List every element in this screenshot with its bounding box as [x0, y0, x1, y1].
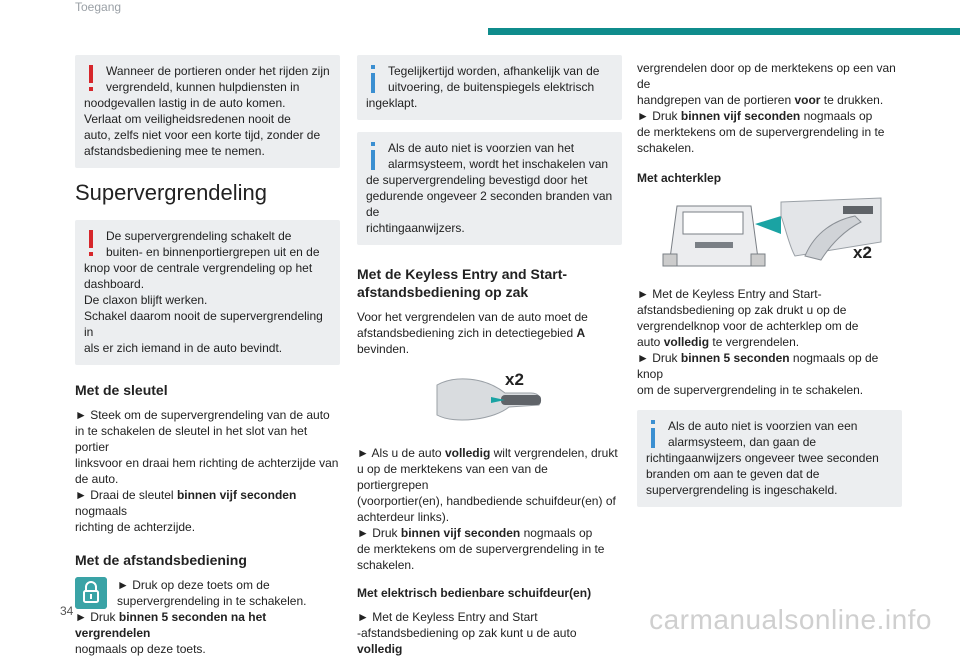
- info-icon: [647, 420, 659, 450]
- subheading-sliding-door: Met elektrisch bedienbare schuifdeur(en): [357, 586, 592, 600]
- text-run: nogmaals op: [520, 526, 593, 540]
- subheading-remote: Met de afstandsbediening: [75, 552, 247, 568]
- x2-label: x2: [852, 243, 872, 262]
- section-header-label: Toegang: [75, 0, 122, 14]
- key-text-line: in te schakelen de sleutel in het slot van het portier: [75, 424, 308, 454]
- text-run: ► Druk: [357, 526, 401, 540]
- info-2-line: de supervergrendeling bevestigd door het: [366, 173, 588, 187]
- page-number: 34: [60, 604, 74, 618]
- info-2-line: Als de auto niet is voorzien van het: [388, 141, 575, 155]
- warning-2-line: als er zich iemand in de auto bevindt.: [84, 341, 283, 355]
- door-handle-press-illustration: [435, 367, 545, 431]
- info-2-line: gedurende ongeveer 2 seconden branden van de: [366, 189, 613, 219]
- keyless-text-line: bevinden.: [357, 342, 410, 356]
- warning-2-line: Schakel daarom nooit de supervergrendeling in: [84, 309, 323, 339]
- text-run: ► Draai de sleutel: [75, 488, 177, 502]
- text-run: nogmaals op de knop: [637, 351, 879, 381]
- keyless-text-line: Voor het vergrendelen van de auto moet de: [357, 310, 588, 324]
- warning-2-line: De claxon blijft werken.: [84, 293, 208, 307]
- section-title: Supervergrendeling: [75, 180, 268, 205]
- key-text-line: richting de achterzijde.: [75, 520, 196, 534]
- info-box-3: [637, 410, 902, 507]
- key-step-2: [75, 487, 340, 519]
- text-run: auto: [637, 335, 664, 349]
- exclamation-icon: [85, 65, 97, 95]
- column-1: [75, 55, 340, 657]
- bold-run: binnen 5 seconden na het vergrendelen: [75, 610, 267, 640]
- info-box-2: [357, 132, 622, 245]
- warning-2-line: De supervergrendeling schakelt de: [106, 229, 292, 243]
- remote-lock-row: [75, 577, 340, 609]
- continued-line: schakelen.: [637, 141, 695, 155]
- warning-1-line: Verlaat om veiligheidsredenen nooit de: [84, 112, 291, 126]
- info-icon: [367, 142, 379, 172]
- warning-1-line: noodgevallen lastig in de auto komen.: [84, 96, 286, 110]
- bold-run: binnen 5 seconden: [680, 351, 790, 365]
- continued-step: [637, 108, 902, 124]
- remote-step-2: [75, 609, 340, 641]
- key-text-line: linksvoor en draai hem richting de achterzijde van: [75, 456, 339, 470]
- warning-1-line: Wanneer de portieren onder het rijden zijn: [106, 64, 330, 78]
- tailgate-illustration: [655, 196, 885, 272]
- warning-2-line: knop voor de centrale vergrendeling op het: [84, 261, 313, 275]
- subheading-key: Met de sleutel: [75, 382, 168, 398]
- tailgate-text-line: vergrendelknop voor de achterklep om de: [637, 319, 859, 333]
- step-2-line: schakelen.: [357, 558, 415, 572]
- warning-box-1: [75, 55, 340, 168]
- info-3-line: richtingaanwijzers ongeveer twee seconden: [646, 451, 879, 465]
- continued-line: de merktekens om de supervergrendeling in te: [637, 125, 885, 139]
- tailgate-step-2: [637, 350, 902, 382]
- text-run: te drukken.: [820, 93, 884, 107]
- bold-run: voor: [794, 93, 821, 107]
- continued-line: [637, 92, 902, 108]
- warning-2-line: dashboard.: [84, 277, 145, 291]
- bold-run: binnen vijf seconden: [176, 488, 297, 502]
- header-accent-bar: [488, 28, 960, 35]
- remote-text-line: nogmaals op deze toets.: [75, 642, 206, 656]
- text-run: nogmaals op: [800, 109, 873, 123]
- info-icon: [367, 65, 379, 95]
- warning-box-2: [75, 220, 340, 365]
- keyless-text-line: [357, 325, 622, 341]
- key-text-line: de auto.: [75, 472, 119, 486]
- x2-label: x2: [504, 370, 524, 389]
- info-1-line: uitvoering, de buitenspiegels elektrisch: [388, 80, 595, 94]
- bold-run: binnen vijf seconden: [400, 526, 521, 540]
- bold-run: volledig: [663, 335, 710, 349]
- text-run: handgrepen van de portieren: [637, 93, 795, 107]
- subheading-keyless: Met de Keyless Entry and Start-afstandsbediening op zak: [357, 266, 568, 300]
- key-text-line: ► Steek om de supervergrendeling van de auto: [75, 408, 330, 422]
- text-run: te vergrendelen.: [709, 335, 800, 349]
- continued-line: vergrendelen door op de merktekens op een van de: [637, 61, 896, 91]
- bold-run: binnen vijf seconden: [680, 109, 801, 123]
- text-run: ► Als u de auto: [357, 446, 445, 460]
- info-3-line: Als de auto niet is voorzien van een: [668, 419, 858, 433]
- text-run: ► Druk: [75, 610, 119, 624]
- info-box-1: [357, 55, 622, 120]
- warning-1-line: auto, zelfs niet voor een korte tijd, zonder de: [84, 128, 321, 142]
- step-1-line: achterdeur links).: [357, 510, 450, 524]
- text-run: -afstandsbediening op zak kunt u de auto: [357, 626, 577, 640]
- text-run: ► Druk: [637, 109, 681, 123]
- tailgate-text-line: [637, 334, 902, 350]
- sliding-text-line: ► Met de Keyless Entry and Start: [357, 610, 538, 624]
- step-1-line: u op de merktekens van een van de portiergrepen: [357, 462, 548, 492]
- padlock-button-icon: [75, 577, 107, 609]
- warning-2-line: buiten- en binnenportiergrepen uit en de: [106, 245, 320, 259]
- bold-run: volledig: [444, 446, 491, 460]
- column-3: [637, 60, 902, 519]
- step-1-line: (voorportier(en), handbediende schuifdeur(en) of: [357, 494, 616, 508]
- step-2: [357, 525, 622, 541]
- sliding-text-line: [357, 625, 622, 657]
- zone-label: A: [576, 326, 586, 340]
- text-run: ► Druk: [637, 351, 681, 365]
- text-run: afstandsbediening zich in detectiegebied: [357, 326, 577, 340]
- tailgate-text-line: afstandsbediening op zak drukt u op de: [637, 303, 847, 317]
- info-1-line: ingeklapt.: [366, 96, 418, 110]
- info-3-line: alarmsysteem, dan gaan de: [668, 435, 817, 449]
- column-2: [357, 55, 622, 657]
- remote-text-line: ► Druk op deze toets om de: [117, 578, 270, 592]
- info-3-line: supervergrendeling is ingeschakeld.: [646, 483, 838, 497]
- tailgate-text-line: om de supervergrendeling in te schakelen.: [637, 383, 864, 397]
- info-1-line: Tegelijkertijd worden, afhankelijk van de: [388, 64, 600, 78]
- text-run: wilt vergrendelen, drukt: [490, 446, 618, 460]
- step-1: [357, 445, 622, 461]
- tailgate-text-line: ► Met de Keyless Entry and Start-: [637, 287, 822, 301]
- bold-run: volledig: [357, 642, 403, 656]
- text-run: nogmaals: [75, 504, 128, 518]
- step-2-line: de merktekens om de supervergrendeling in te: [357, 542, 605, 556]
- exclamation-icon: [85, 230, 97, 260]
- info-3-line: branden om aan te geven dat de: [646, 467, 820, 481]
- warning-1-line: afstandsbediening mee te nemen.: [84, 144, 265, 158]
- info-2-line: richtingaanwijzers.: [366, 221, 465, 235]
- info-2-line: alarmsysteem, wordt het inschakelen van: [388, 157, 609, 171]
- watermark: carmanualsonline.info: [649, 604, 932, 635]
- warning-1-line: vergrendeld, kunnen hulpdiensten in: [106, 80, 300, 94]
- subheading-tailgate: Met achterklep: [637, 171, 722, 185]
- remote-text-line: supervergrendeling in te schakelen.: [117, 594, 307, 608]
